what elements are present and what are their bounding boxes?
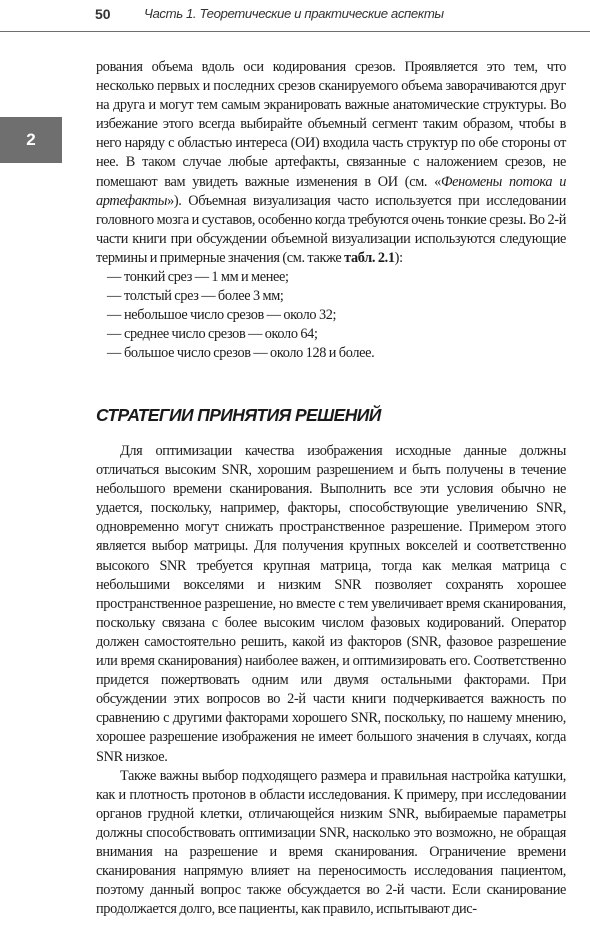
intro-reference-italic: Феномены потока и артефакты [96,173,566,209]
list-item-text: толстый срез — более 3 мм; [124,288,284,305]
value-list [96,268,566,363]
list-dash: — [107,288,121,305]
section-paragraph-1: Для оптимизации качества изображения исходные данные должны отличаться высоким SNR, хорошим разрешением и быть получены в течение небольшого времени сканирования. Выполнить все эти условия обычно не удается, поскольку, например, факторы, способствующие увеличению SNR, одновременно могут снижать пространственное разрешение. Примером этого является выбор матрицы. Для получения крупных вокселей и соответственно высокого SNR требуется крупная матрица, тогда как мелкая матрица с небольшими вокселями и низким SNR позволяет сохранять хорошее пространственное разрешение, но вместе с тем увеличивает время сканирования, поскольку связана с более высоким числом фазовых кодирований. Оператор должен самостоятельно решить, какой из факторов (SNR, фазовое разрешение или время сканирования) наиболее важен, и оптимизировать его. Соответственно придется пожертвовать одним или двумя остальными факторами. При обсуждении этих вопросов во 2-й части книги подчеркивается важность по сравнению с другими факторами хорошего SNR, поскольку, по нашему мнению, хорошее разрешение изображения не имеет большого значения в случаях, когда SNR низкое. [96,443,566,765]
list-item [96,325,566,344]
list-item-text: небольшое число срезов — около 32; [124,307,337,324]
intro-table-reference: табл. 2.1 [344,249,395,266]
list-item [96,268,566,287]
list-dash: — [107,345,121,362]
list-item-text: тонкий срез — 1 мм и менее; [124,269,289,286]
list-dash: — [107,307,121,324]
list-item-text: большое число срезов — около 128 и более. [124,345,375,362]
page-header [0,0,590,32]
list-item-text: среднее число срезов — около 64; [124,326,318,343]
page-number: 50 [95,6,111,22]
intro-text-b: »). Объемная визуализация часто используется при исследовании головного мозга и суставов, особенно когда требуются очень тонкие срезы. Во 2-й части книги при обсуждении объемной визуализации используются следующие термины и примерные значения (см. также [96,192,566,266]
list-item [96,306,566,325]
section-body [96,442,566,919]
running-title: Часть 1. Теоретические и практические аспекты [144,6,444,21]
intro-block [96,58,566,364]
intro-text-c: ): [394,249,403,266]
chapter-tab: 2 [0,117,62,163]
list-item [96,287,566,306]
list-dash: — [107,269,121,286]
list-dash: — [107,326,121,343]
section-heading: СТРАТЕГИИ ПРИНЯТИЯ РЕШЕНИЙ [96,405,381,425]
section-paragraph-2: Также важны выбор подходящего размера и правильная настройка катушки, как и плотность протонов в области исследования. К примеру, при исследовании органов грудной клетки, отличающейся низким SNR, выбираемые параметры должны способствовать оптимизации SNR, насколько это возможно, не обращая внимания на разрешение и время сканирования. Ограничение времени сканирования напрямую влияет на переносимость исследования пациентом, поэтому данный вопрос также обсуждается во 2-й части. Если сканирование продолжается долго, все пациенты, как правило, испытывают дис- [96,767,566,918]
intro-text-a: рования объема вдоль оси кодирования срезов. Проявляется это тем, что несколько первых и последних срезов сканируемого объема заворачиваются друг на друга и могут тем самым экранировать важные анатомические структуры. Во избежание этого всегда выбирайте объемный сегмент таким образом, чтобы в него наряду с областью интереса (ОИ) входила часть структур по обе стороны от нее. В таком случае любые артефакты, связанные с наложением срезов, не помешают вам увидеть важные изменения в ОИ (см. « [96,59,566,190]
list-item [96,344,566,363]
intro-paragraph [96,58,566,268]
